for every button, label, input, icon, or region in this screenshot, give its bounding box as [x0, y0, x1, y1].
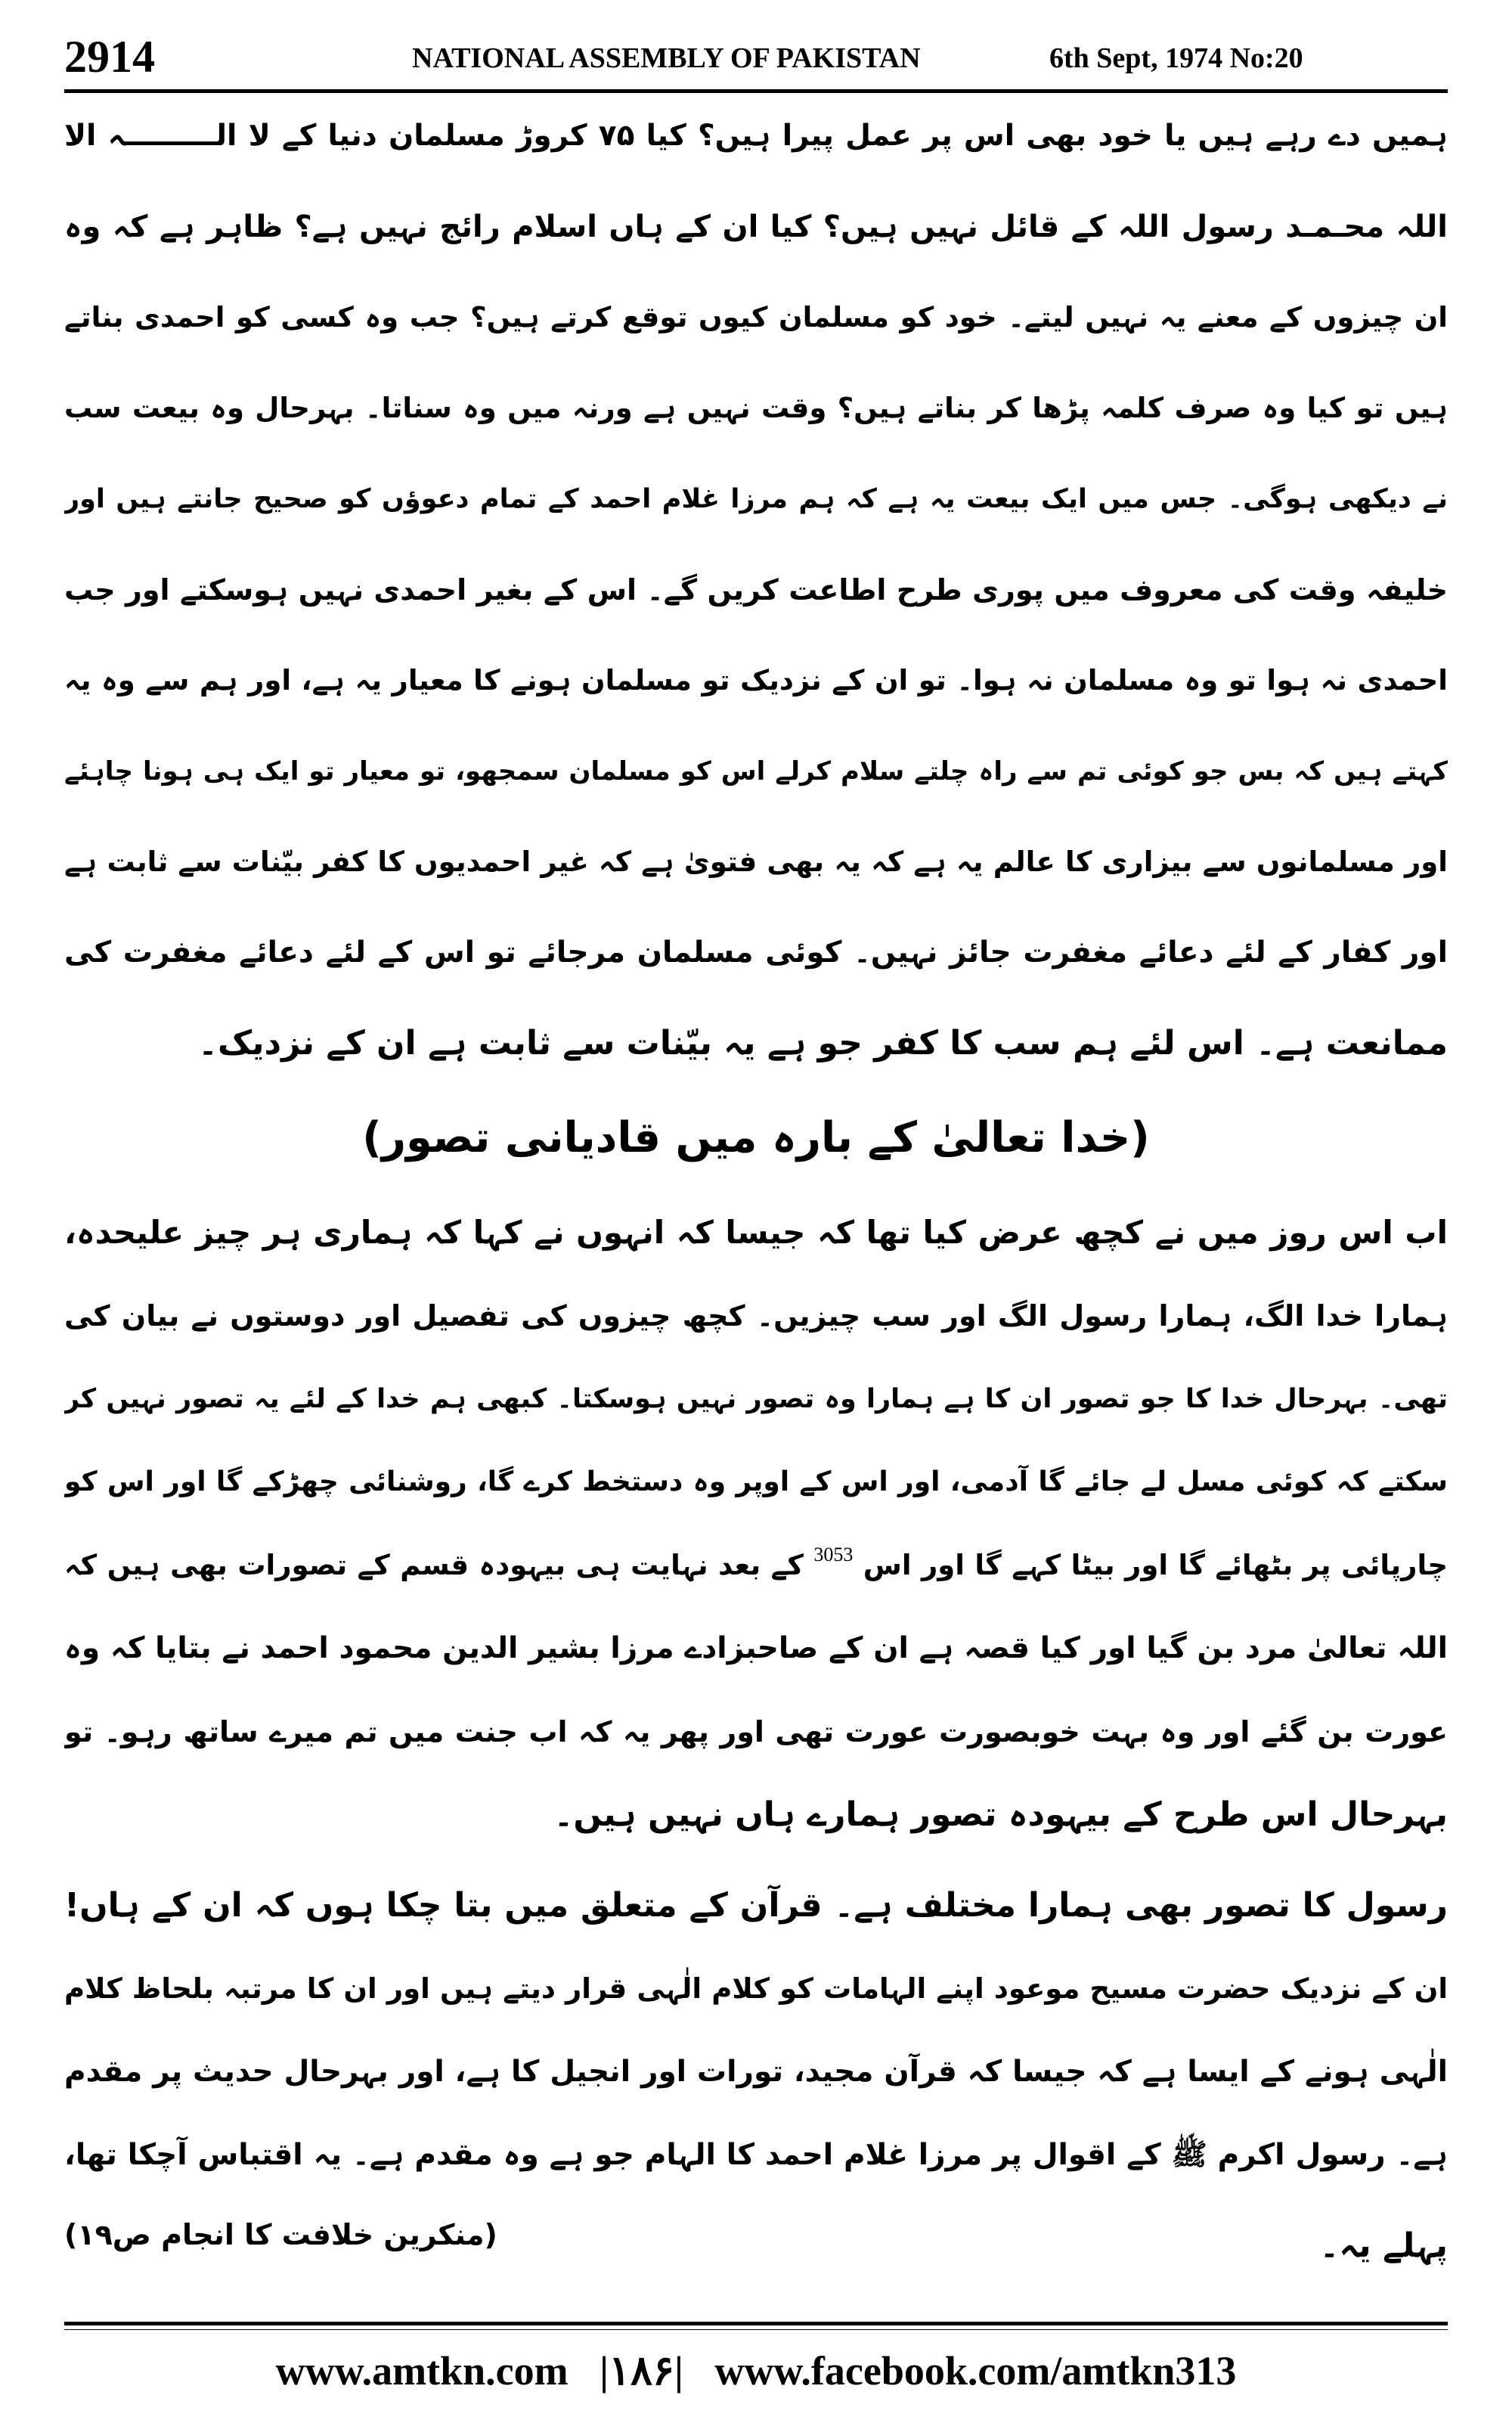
- page-footer: [64, 2344, 1448, 2397]
- paragraph-line: عورت بن گئے اور وہ بہت خوبصورت عورت تھی اور پھر یہ کہ اب جنت میں تم میرے ساتھ رہو۔ تو: [64, 1715, 1448, 1748]
- paragraph-line: سکتے کہ کوئی مسل لے جائے گا آدمی، اور اس کے اوپر وہ دستخط کرے گا، روشنائی چھڑکے گا اور اس کو: [64, 1466, 1448, 1497]
- paragraph-line: خلیفہ وقت کی معروف میں پوری طرح اطاعت کریں گے۔ اس کے بغیر احمدی نہیں ہوسکتے اور جب: [64, 573, 1448, 607]
- paragraph-line: تھی۔ بہرحال خدا کا جو تصور ان کا ہے ہمارا وہ تصور نہیں ہوسکتا۔ کبھی ہم خدا کے لئے یہ تصور نہیں کر: [64, 1384, 1448, 1414]
- paragraph-line: اب اس روز میں نے کچھ عرض کیا تھا کہ جیسا کہ انہوں نے کہا کہ ہماری ہر چیز علیحدہ،: [64, 1214, 1448, 1251]
- paragraph-line: بہرحال اس طرح کے بیہودہ تصور ہمارے ہاں نہیں ہیں۔: [553, 1795, 1448, 1834]
- paragraph-line: اور مسلمانوں سے بیزاری کا عالم یہ ہے کہ یہ بھی فتویٰ ہے کہ غیر احمدیوں کا کفر بیّنات سے ثابت ہے: [64, 845, 1448, 878]
- paragraph-line: ان چیزوں کے معنے یہ نہیں لیتے۔ خود کو مسلمان کیوں توقع کرتے ہیں؟ جب وہ کسی کو احمدی بناتے: [64, 301, 1448, 334]
- paragraph-line: ہے۔ رسول اکرم ﷺ کے اقوال پر مرزا غلام احمد کا الہام جو ہے وہ مقدم ہے۔ یہ اقتباس آچکا تھا،: [64, 2138, 1448, 2172]
- website-link[interactable]: www.amtkn.com: [275, 2348, 569, 2394]
- line-segment: چارپائی پر بٹھائے گا اور بیٹا کہے گا اور اس: [863, 1549, 1448, 1581]
- paragraph-line: الٰہی ہونے کے ایسا ہے کہ جیسا کہ قرآن مجید، تورات اور انجیل کا ہے، اور بہرحال حدیث پر مقدم: [64, 2055, 1448, 2089]
- line-segment: کے بعد نہایت ہی بیہودہ قسم کے تصورات بھی ہیں کہ: [64, 1549, 804, 1581]
- paragraph-line: ہمیں دے رہے ہیں یا خود بھی اس پر عمل پیرا ہیں؟ کیا ۷۵ کروڑ مسلمان دنیا کے لا الـــــــــہ الا: [64, 119, 1448, 153]
- paragraph-line: احمدی نہ ہوا تو وہ مسلمان نہ ہوا۔ تو ان کے نزدیک تو مسلمان ہونے کا معیار یہ ہے، اور ہم سے وہ یہ: [64, 664, 1448, 697]
- paragraph-line: ہیں تو کیا وہ صرف کلمہ پڑھا کر بناتے ہیں؟ وقت نہیں ہے ورنہ میں وہ سناتا۔ بہرحال وہ بیعت سب: [64, 392, 1448, 424]
- paragraph-line: ہمارا خدا الگ، ہمارا رسول الگ اور سب چیزیں۔ کچھ چیزوں کی تفصیل اور دوستوں نے بیان کی: [64, 1299, 1448, 1333]
- footer-divider: [64, 2322, 1448, 2325]
- paragraph-line: کہتے ہیں کہ بس جو کوئی تم سے راہ چلتے سلام کرلے اس کو مسلمان سمجھو، تو معیار تو ایک ہی ہونا چاہئے: [64, 756, 1448, 786]
- paragraph-line: ممانعت ہے۔ اس لئے ہم سب کا کفر جو ہے یہ بیّنات سے ثابت ہے ان کے نزدیک۔: [198, 1024, 1448, 1063]
- issue-date: 6th Sept, 1974 No:20: [1049, 42, 1303, 74]
- paragraph-line: نے دیکھی ہوگی۔ جس میں ایک بیعت یہ ہے کہ ہم مرزا غلام احمد کے تمام دعوؤں کو صحیح جانتے ہیں اور: [64, 484, 1448, 514]
- paragraph-line: رسول کا تصور بھی ہمارا مختلف ہے۔ قرآن کے متعلق میں بتا چکا ہوں کہ ان کے ہاں!: [64, 1886, 1448, 1925]
- paragraph-line: اللہ تعالیٰ مرد بن گیا اور کیا قصہ ہے ان کے صاحبزادے مرزا بشیر الدین محمود احمد نے بتایا کہ وہ: [64, 1631, 1448, 1665]
- footer-divider-thin: [64, 2329, 1448, 2330]
- paragraph-line: اللہ محـمـد رسول اللہ کے قائل نہیں ہیں؟ کیا ان کے ہاں اسلام رائج نہیں ہے؟ ظاہر ہے کہ وہ: [64, 209, 1448, 244]
- footnote-reference: 3053: [813, 1544, 854, 1565]
- section-heading: (خدا تعالیٰ کے بارہ میں قادیانی تصور): [362, 1113, 1150, 1162]
- page-number: 2914: [64, 32, 155, 82]
- citation: (منکرین خلافت کا انجام ص۱۹): [64, 2218, 497, 2251]
- facebook-link[interactable]: www.facebook.com/amtkn313: [714, 2348, 1237, 2394]
- paragraph-line: پہلے یہ۔: [1319, 2226, 1448, 2265]
- paragraph-line: اور کفار کے لئے دعائے مغفرت جائز نہیں۔ کوئی مسلمان مرجائے تو اس کے لئے دعائے مغفرت کی: [64, 935, 1448, 970]
- header-divider: [64, 89, 1448, 93]
- publication-title: NATIONAL ASSEMBLY OF PAKISTAN: [412, 42, 921, 74]
- paragraph-line-with-footnote: [64, 1535, 1448, 1596]
- paragraph-line: ان کے نزدیک حضرت مسیح موعود اپنے الہامات کو کلام الٰہی قرار دیتے ہیں اور ان کا مرتبہ بلحاظ کلام: [64, 1972, 1448, 2005]
- page-marker: |۱۸۶|: [600, 2348, 683, 2394]
